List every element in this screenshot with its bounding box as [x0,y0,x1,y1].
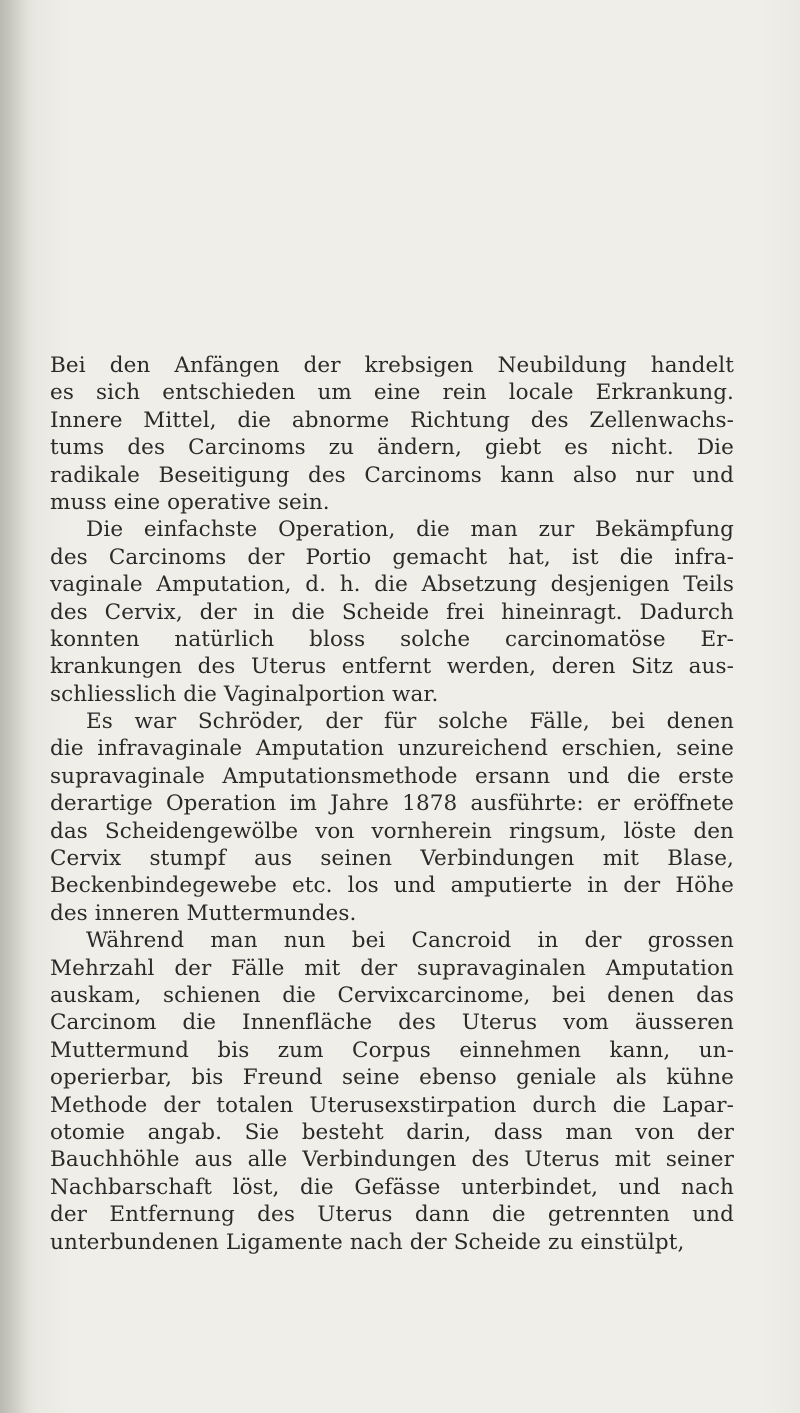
text-line: Methode der totalen Uterusexstirpation durch die Lapar- [50,1092,734,1118]
paragraph [50,352,734,516]
text-line: unterbundenen Ligamente nach der Scheide zu einstülpt, [50,1229,685,1255]
page-binding-shadow [0,0,38,1413]
text-line: Die einfachste Operation, die man zur Bekämpfung [86,517,734,543]
text-line: muss eine operative sein. [50,489,330,515]
text-line: des Carcinoms der Portio gemacht hat, ist die infra- [50,544,734,570]
text-line: derartige Operation im Jahre 1878 ausführte: er eröffnete [50,791,734,817]
body-text [50,352,734,1256]
text-line: auskam, schienen die Cervixcarcinome, bei denen das [50,982,734,1008]
text-line: Cervix stumpf aus seinen Verbindungen mit Blase, [50,846,734,872]
text-line: Nachbarschaft löst, die Gefässe unterbindet, und nach [50,1174,734,1200]
text-line: es sich entschieden um eine rein locale Erkrankung. [50,380,734,406]
text-line: des inneren Muttermundes. [50,900,357,926]
text-line: Mehrzahl der Fälle mit der supravaginalen Amputation [50,955,734,981]
text-line: das Scheidengewölbe von vornherein ringsum, löste den [50,818,734,844]
text-line: krankungen des Uterus entfernt werden, deren Sitz aus- [50,654,734,680]
text-line: schliesslich die Vaginalportion war. [50,681,439,707]
paragraph [50,708,734,927]
text-line: tums des Carcinoms zu ändern, giebt es nicht. Die [50,435,734,461]
text-line: Während man nun bei Cancroid in der grossen [86,928,734,954]
text-line: Muttermund bis zum Corpus einnehmen kann, un- [50,1037,734,1063]
text-line: Beckenbindegewebe etc. los und amputierte in der Höhe [50,873,734,899]
text-line: Carcinom die Innenfläche des Uterus vom äusseren [50,1010,734,1036]
text-line: supravaginale Amputationsmethode ersann und die erste [50,763,734,789]
text-line: Bei den Anfängen der krebsigen Neubildung handelt [50,353,734,378]
text-line: der Entfernung des Uterus dann die getrennten und [50,1202,734,1228]
text-line: operierbar, bis Freund seine ebenso geniale als kühne [50,1065,734,1091]
text-line: die infravaginale Amputation unzureichend erschien, seine [50,736,734,762]
text-line: Innere Mittel, die abnorme Richtung des Zellenwachs- [50,407,734,433]
paragraph [50,516,734,708]
paragraph [50,927,734,1256]
text-line: vaginale Amputation, d. h. die Absetzung desjenigen Teils [50,572,734,598]
text-line: otomie angab. Sie besteht darin, dass man von der [50,1119,734,1145]
text-line: Es war Schröder, der für solche Fälle, bei denen [86,709,734,735]
text-line: Bauchhöhle aus alle Verbindungen des Uterus mit seiner [50,1147,734,1173]
text-line: konnten natürlich bloss solche carcinomatöse Er- [50,626,734,652]
text-line: radikale Beseitigung des Carcinoms kann also nur und [50,462,734,488]
text-line: des Cervix, der in die Scheide frei hineinragt. Dadurch [50,599,734,625]
